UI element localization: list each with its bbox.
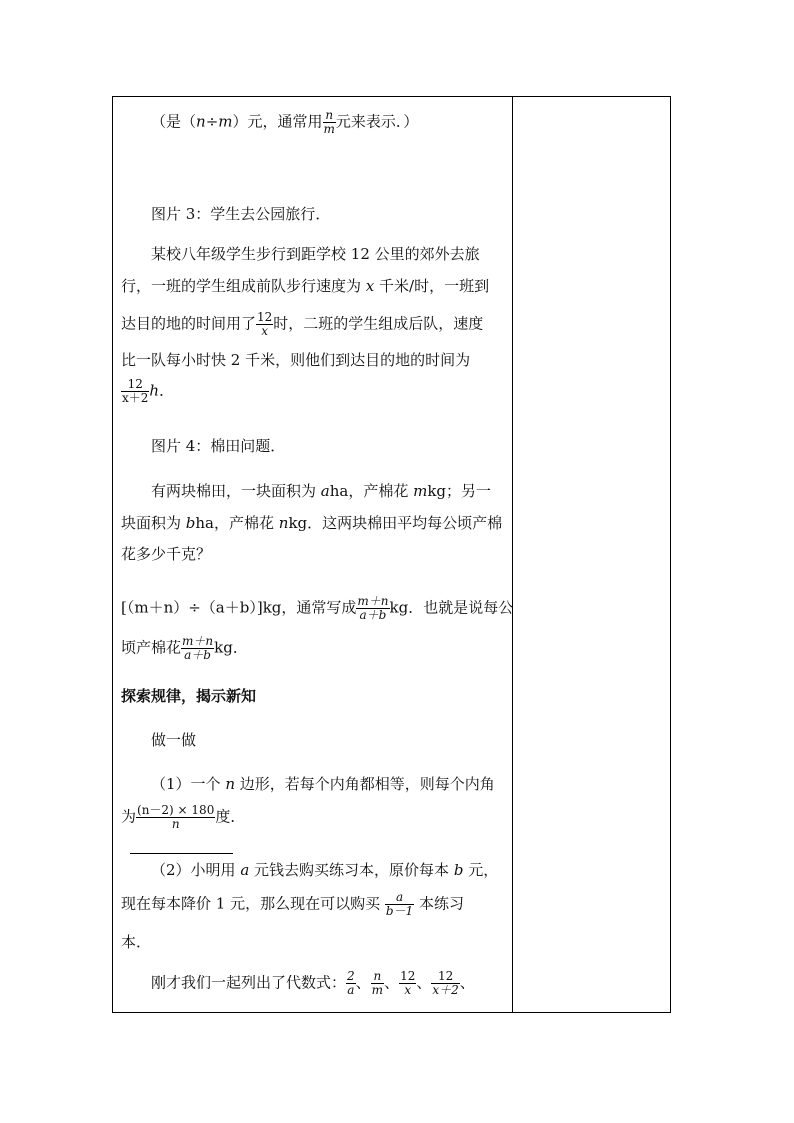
question-1-line-1: （1）一个 n 边形，若每个内角都相等，则每个内角 [151,775,495,793]
text: ÷ [205,112,219,131]
picture3-title: 图片 3：学生去公园旅行． [151,205,331,223]
fraction-2-over-a: $\frac{2}{a}$ [347,969,355,997]
content-cell [113,97,512,1012]
cotton-line-3: 花多少千克？ [121,545,212,563]
text: 元来表示．） [335,112,419,131]
lesson-table [112,96,671,1013]
cotton-answer-line-1: [（m＋n）÷（a＋b）]kg，通常写成 $\frac{m+n}{a+b}$ kg．也就是说每公 [121,594,514,622]
fraction-12-over-x-plus-2: $\frac{12}{x+2}$ [122,377,149,405]
var-n: n [196,112,206,131]
trip-line-3: 达目的地的时间用了 $\frac{12}{x}$ 时，二班的学生组成后队，速度 [121,310,484,338]
cotton-answer-line-2: 顷产棉花 $\frac{m+n}{a+b}$ kg． [121,634,248,662]
activity-label: 做一做 [151,731,197,749]
fraction-a-over-b-minus-1: $\frac{a}{b-1}$ [385,890,414,918]
question-1-line-2: 为 $\frac{(n-2) \times 180}{n}$ 度． [121,803,246,831]
trip-line-1: 某校八年级学生步行到距学校 12 公里的郊外去旅 [151,245,480,263]
question-2-line-1: （2）小明用 a 元钱去购买练习本，原价每本 b 元， [151,861,499,879]
price-line [151,109,418,136]
fraction-m-plus-n-over-a-plus-b: $\frac{m+n}{a+b}$ [357,594,389,622]
fraction-interior-angle: $\frac{(n-2) \times 180}{n}$ [137,803,215,831]
trip-line-5: $\frac{12}{x+2}$ h． [122,377,175,405]
question-2-line-2: 现在每本降价 1 元，那么现在可以购买 $\frac{a}{b-1}$ 本练习 [121,890,464,918]
text: ）元，通常用 [232,112,323,131]
fraction-n-over-m: $\frac{n}{m}$ [323,108,335,136]
trip-line-4: 比一队每小时快 2 千米，则他们到达目的地的时间为 [121,351,471,369]
var-m: m [218,112,233,131]
fraction-12-over-x: $\frac{12}{x}$ [400,969,416,997]
trip-line-2: 行，一班的学生组成前队步行速度为 x 千米/时，一班到 [121,277,490,295]
notes-cell [513,97,670,1012]
cotton-line-1: 有两块棉田，一块面积为 aha，产棉花 mkg；另一 [151,482,492,500]
fraction-12-over-x-plus-2: $\frac{12}{x+2}$ [432,969,459,997]
fraction-m-plus-n-over-a-plus-b: $\frac{m+n}{a+b}$ [182,634,214,662]
text: （是（ [151,112,197,131]
section-heading: 探索规律，揭示新知 [121,687,257,705]
fraction-12-over-x: $\frac{12}{x}$ [257,310,273,338]
answer-underline [130,853,233,854]
fraction-n-over-m: $\frac{n}{m}$ [371,969,384,997]
cotton-line-2: 块面积为 bha，产棉花 nkg．这两块棉田平均每公顷产棉 [121,514,503,532]
picture4-title: 图片 4：棉田问题． [151,437,286,455]
question-2-line-3: 本． [121,933,152,951]
summary-line: 刚才我们一起列出了代数式： $\frac{2}{a}$ 、 $\frac{n}{m}$ 、 $\frac{12}{x}$ 、 $\frac{12}{x+2}$ 、 [151,969,475,997]
